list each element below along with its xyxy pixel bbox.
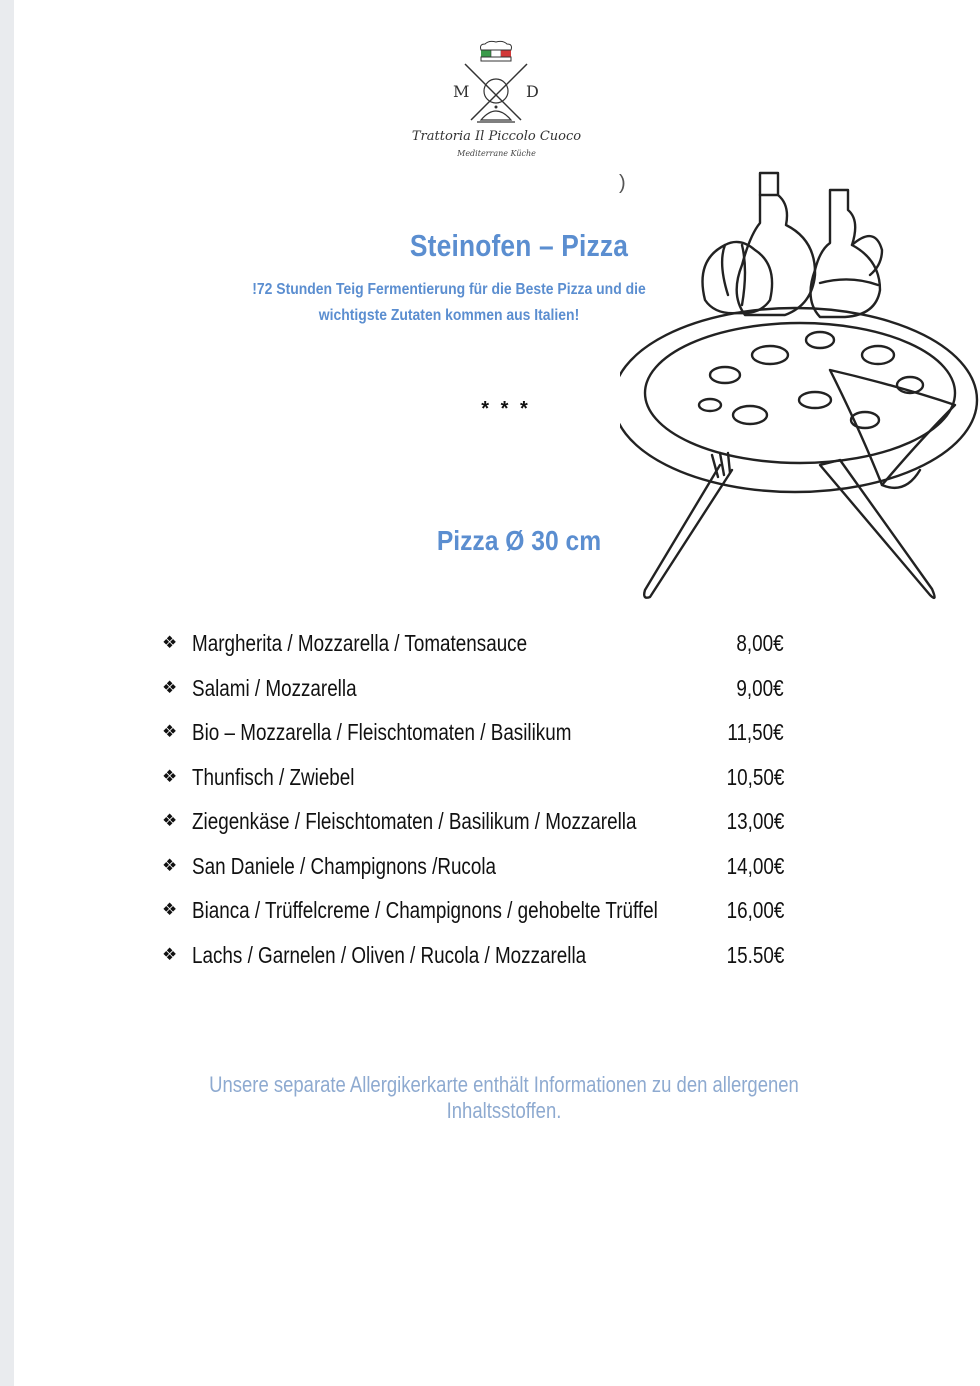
menu-item-price: 8,00€ — [736, 630, 784, 656]
menu-item — [162, 942, 802, 987]
restaurant-name: Trattoria Il Piccolo Cuoco — [411, 129, 582, 144]
subtitle-line-1: !72 Stunden Teig Fermentierung für die Beste Pizza und die — [252, 281, 646, 298]
chef-hat-crossed-utensils-icon — [409, 40, 584, 130]
menu-item-price: 11,50€ — [727, 719, 784, 745]
menu-item — [162, 897, 802, 942]
menu-item-name: Thunfisch / Zwiebel — [192, 763, 355, 790]
stray-mark: ) — [619, 172, 626, 194]
restaurant-logo — [409, 40, 584, 170]
diamond-bullet-icon: ❖ — [162, 766, 178, 786]
menu-item — [162, 808, 802, 853]
diamond-bullet-icon: ❖ — [162, 900, 178, 919]
monogram-left: M — [453, 82, 470, 101]
menu-item-price: 16,00€ — [726, 897, 784, 923]
diamond-bullet-icon: ❖ — [162, 633, 178, 652]
menu-item-price: 9,00€ — [736, 674, 784, 701]
pizza-size-heading: Pizza Ø 30 cm — [436, 525, 602, 556]
menu-item-name: Lachs / Garnelen / Oliven / Rucola / Mozzarella — [192, 941, 587, 968]
menu-item-price: 13,00€ — [726, 808, 784, 834]
subtitle-line-2: wichtigste Zutaten kommen aus Italien! — [318, 307, 580, 324]
menu-item — [162, 630, 802, 675]
menu-item-name: San Daniele / Champignons /Rucola — [192, 852, 497, 879]
monogram-right: D — [526, 82, 539, 101]
diamond-bullet-icon: ❖ — [162, 855, 178, 875]
menu-item — [162, 719, 802, 764]
menu-page — [14, 0, 980, 1386]
menu-item — [162, 853, 802, 898]
pizza-menu-list — [162, 630, 802, 986]
menu-item-name: Ziegenkäse / Fleischtomaten / Basilikum / Mozzarella — [192, 808, 637, 834]
page-subtitle — [238, 277, 661, 329]
diamond-bullet-icon: ❖ — [162, 677, 178, 697]
menu-item-name: Margherita / Mozzarella / Tomatensauce — [192, 630, 528, 656]
allergen-note: Unsere separate Allergikerkarte enthält Informationen zu den allergenen Inhaltsstoffen. — [209, 1072, 799, 1123]
page-title: Steinofen – Pizza — [409, 228, 629, 263]
menu-item-name: Salami / Mozzarella — [192, 674, 357, 701]
menu-item-price: 15.50€ — [726, 941, 784, 968]
diamond-bullet-icon: ❖ — [162, 811, 178, 830]
diamond-bullet-icon: ❖ — [162, 722, 178, 741]
separator-stars: * * * — [481, 398, 531, 420]
diamond-bullet-icon: ❖ — [162, 944, 178, 964]
menu-item-name: Bio – Mozzarella / Fleischtomaten / Basilikum — [192, 719, 572, 745]
pizza-illustration-icon — [620, 165, 980, 610]
menu-item — [162, 764, 802, 809]
menu-item — [162, 675, 802, 720]
menu-item-price: 10,50€ — [726, 763, 784, 790]
menu-item-name: Bianca / Trüffelcreme / Champignons / gehobelte Trüffel — [192, 897, 658, 923]
restaurant-tagline: Mediterrane Küche — [457, 149, 536, 158]
menu-item-price: 14,00€ — [726, 852, 784, 879]
